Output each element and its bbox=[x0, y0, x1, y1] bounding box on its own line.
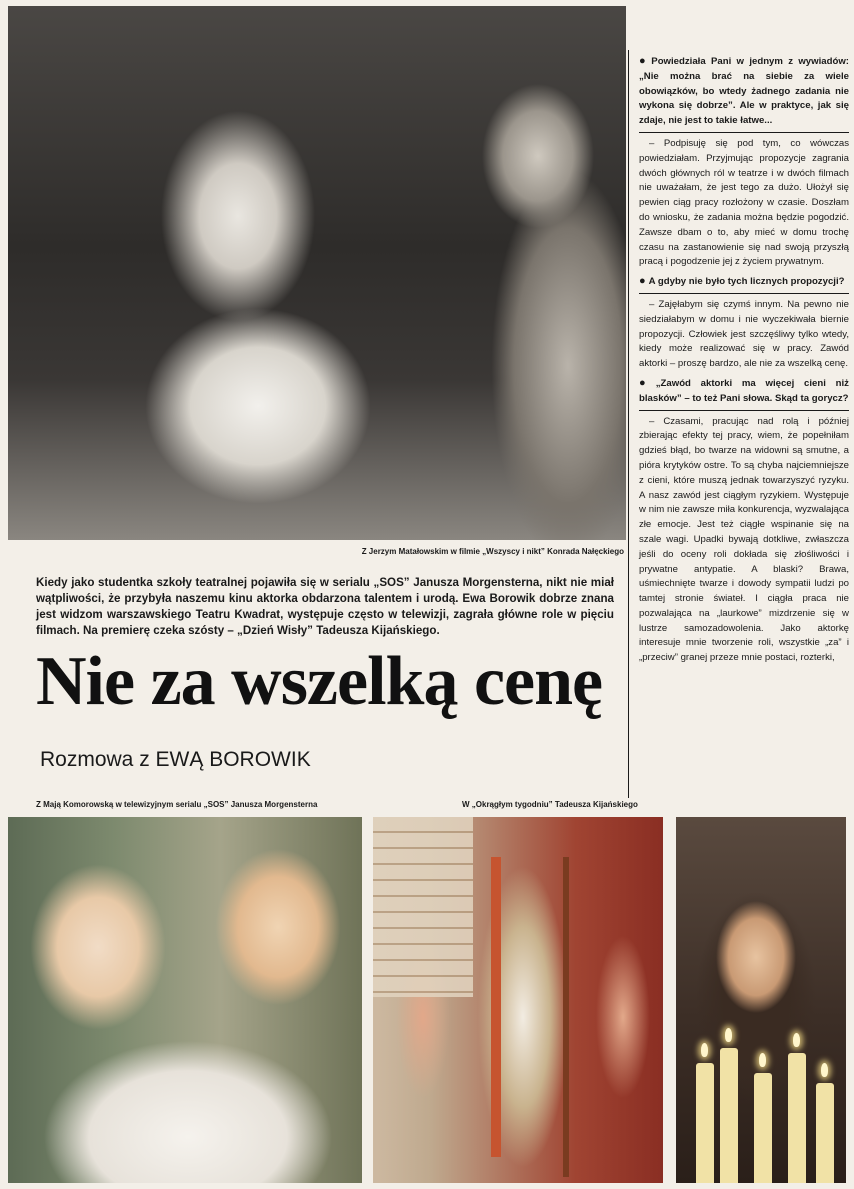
article-intro: Kiedy jako studentka szkoły teatralnej pojawiła się w serialu „SOS” Janusza Morgensterna, nikt nie miał wątpliwości, że przybyła naszemu kinu aktorka obdarzona talentem i urodą. Ewa Borowik dobrze znana jest widzom warszawskiego Teatru Kwadrat, występuje często w telewizji, zagrała główne role w pięciu filmach. Na premierę czeka szósty – „Dzień Wisły” Tadeusza Kijańskiego. bbox=[36, 576, 614, 637]
article-subtitle bbox=[40, 748, 311, 772]
flame bbox=[701, 1043, 708, 1057]
interview-answer-2: – Zajęłabym się czymś innym. Na pewno nie siedziałabym w domu i nie wyczekiwała biernie propozycji. Człowiek jest szczęśliwy tylko wtedy, kiedy może realizować się w pracy. Zawód aktorki – proszę bardzo, ale nie za wszelką cenę. bbox=[639, 298, 849, 370]
candle bbox=[754, 1073, 772, 1183]
pole bbox=[491, 857, 501, 1157]
interview-column bbox=[628, 50, 847, 798]
candle bbox=[720, 1048, 738, 1183]
bullet-icon: ● bbox=[639, 55, 649, 67]
bottom-left-caption: Z Mają Komorowską w telewizyjnym serialu „SOS” Janusza Morgensterna bbox=[36, 800, 318, 809]
bullet-icon: ● bbox=[639, 376, 653, 389]
bottom-middle-caption: W „Okrągłym tygodniu” Tadeusza Kijańskiego bbox=[462, 800, 638, 809]
bottom-middle-photo bbox=[373, 817, 663, 1183]
interview-question-1 bbox=[639, 54, 849, 133]
main-photo bbox=[8, 6, 626, 540]
bullet-icon: ● bbox=[639, 275, 646, 288]
interview-answer-1: – Podpisuję się pod tym, co wówczas powiedziałam. Przyjmując propozycje zagrania dwóch głównych ról w teatrze i w dwóch filmach nie uważałam, że jest tego za dużo. Ułożył się pewien ciąg pracy rozłożony w czasie. Doszłam do wniosku, że zadania można będzie pogodzić. Zawsze dbam o to, aby mieć w domu trochę czasu na zastanowienie się nad swoją przyszłą pracą i pogodzenie jej z życiem prywatnym. bbox=[639, 137, 849, 268]
question-text: „Zawód aktorki ma więcej cieni niż blasków” – to też Pani słowa. Skąd ta gorycz? bbox=[639, 377, 849, 404]
main-photo-caption: Z Jerzym Matałowskim w filmie „Wszyscy i nikt” Konrada Nałęckiego bbox=[361, 547, 624, 556]
subtitle-prefix: Rozmowa z bbox=[40, 748, 156, 771]
bottom-left-photo bbox=[8, 817, 362, 1183]
flame bbox=[725, 1028, 732, 1042]
question-text: A gdyby nie było tych licznych propozycji? bbox=[648, 276, 845, 288]
flame bbox=[793, 1033, 800, 1047]
interview-question-3 bbox=[639, 376, 849, 411]
article-title: Nie za wszelką cenę bbox=[36, 643, 603, 720]
pole bbox=[563, 857, 569, 1177]
candle bbox=[788, 1053, 806, 1183]
candle bbox=[816, 1083, 834, 1183]
interview-text bbox=[639, 54, 849, 670]
subtitle-name: EWĄ BOROWIK bbox=[155, 748, 311, 771]
bottom-right-photo bbox=[676, 817, 846, 1183]
candle bbox=[696, 1063, 714, 1183]
flame bbox=[759, 1053, 766, 1067]
question-text: Powiedziała Pani w jednym z wywiadów: „Nie można brać na siebie za wiele obowiązków, bo wtedy żadnego zadania nie wykona się dobrze”. Ale w praktyce, jak się zdaje, nie jest to takie łatwe... bbox=[639, 56, 849, 127]
interview-question-2 bbox=[639, 274, 849, 294]
log-wall bbox=[373, 817, 473, 997]
flame bbox=[821, 1063, 828, 1077]
interview-answer-3: – Czasami, pracując nad rolą i później zbierając efekty tej pracy, wiem, że popełniłam gdzieś błąd, bo twarze na widowni są smutne, a pióra krytyków ostre. To są chyba najciemniejsze z cieni, które muszą jednak towarzyszyć ryzyku. A nasz zawód jest ciągłym ryzykiem. Występuje w nim nie zawsze miła konkurencja, wyzwalająca złe emocje. Jest też ciągłe wspinanie się na szale wagi. Upadki bywają dotkliwe, zwłaszcza jeśli do oceny roli dokłada się złośliwości i prywatne antypatie. A blaski? Brawa, uśmiechnięte twarze i dowody sympatii ludzi po tamtej stronie świateł. I ciągła praca nie pozwalająca na „laurkowe” mizdrzenie się w lustrze samozadowolenia. Jako aktorkę interesuje mnie tworzenie roli, wszystkie „za” i „przeciw” granej przeze mnie postaci, rozterki, bbox=[639, 415, 849, 664]
